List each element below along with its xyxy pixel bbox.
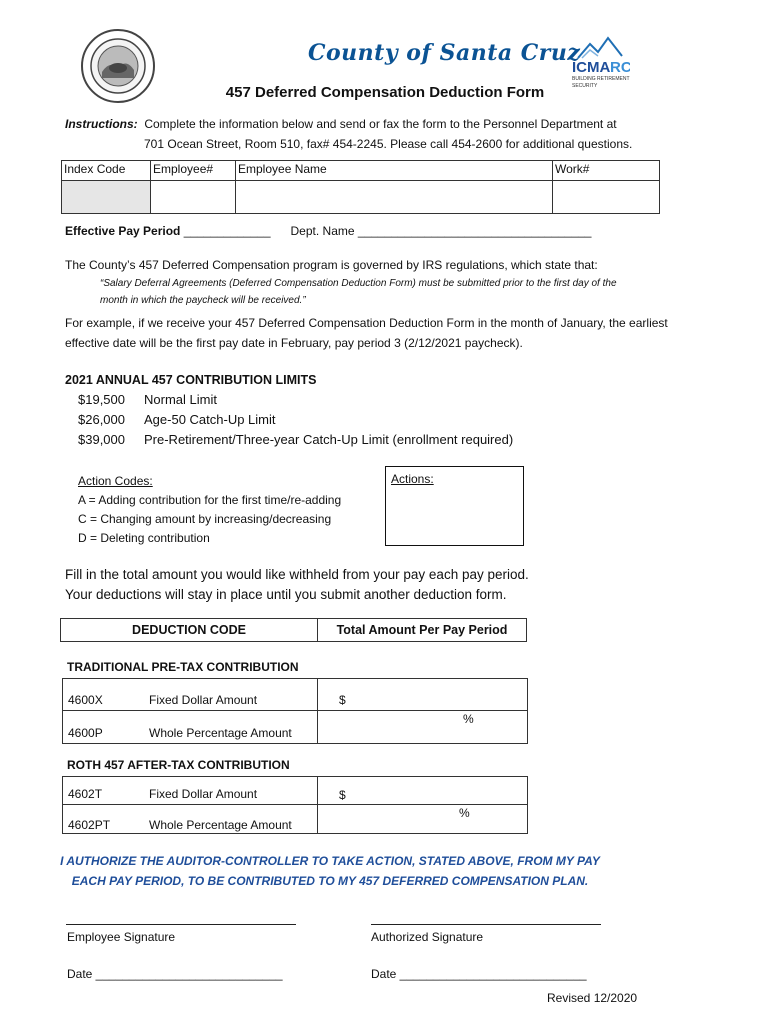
traditional-title: TRADITIONAL PRE-TAX CONTRIBUTION xyxy=(67,660,299,674)
fill-line2: Your deductions will stay in place until you submit another deduction form. xyxy=(65,587,507,602)
employee-info-table xyxy=(61,160,660,214)
dept-name-label: Dept. Name xyxy=(290,224,355,238)
actions-label: Actions: xyxy=(391,472,434,486)
deduction-label: Fixed Dollar Amount xyxy=(149,787,258,801)
deduction-code: 4602T xyxy=(68,787,103,801)
table-row xyxy=(63,711,527,743)
work-number-field[interactable] xyxy=(553,181,660,214)
table-row xyxy=(63,805,527,833)
authorized-signature-line[interactable] xyxy=(371,924,601,925)
traditional-grid xyxy=(62,678,528,744)
form-title: 457 Deferred Compensation Deduction Form xyxy=(225,84,545,101)
percent-field[interactable]: % xyxy=(459,806,470,820)
roth-grid xyxy=(62,776,528,834)
dept-name-field[interactable]: ___________________________________ xyxy=(357,224,592,238)
authorization-statement xyxy=(0,851,660,891)
limits-title: 2021 ANNUAL 457 CONTRIBUTION LIMITS xyxy=(65,373,317,387)
employee-signature-line[interactable] xyxy=(66,924,296,925)
deduction-label: Whole Percentage Amount xyxy=(149,818,292,832)
fill-line1: Fill in the total amount you would like withheld from your pay each pay period. xyxy=(65,567,529,582)
employee-name-field[interactable] xyxy=(236,181,553,214)
limit-amount: $19,500 xyxy=(78,392,125,407)
action-code-item: D = Deleting contribution xyxy=(78,531,210,545)
column-divider xyxy=(317,679,318,743)
fill-instructions xyxy=(65,565,529,605)
effective-pay-period-label: Effective Pay Period xyxy=(65,224,181,238)
instructions-line1: Complete the information below and send or fax the form to the Personnel Department at xyxy=(144,117,617,131)
employee-number-header: Employee# xyxy=(151,161,236,181)
deduction-code: 4600X xyxy=(68,693,103,707)
limit-item xyxy=(78,392,217,407)
action-codes xyxy=(78,472,341,548)
employee-signature-label: Employee Signature xyxy=(67,930,176,944)
svg-text:BUILDING RETIREMENT: BUILDING RETIREMENT xyxy=(572,76,630,82)
employee-date-field[interactable]: Date ____________________________ xyxy=(67,967,283,981)
authorized-signature-label: Authorized Signature xyxy=(371,930,484,944)
action-code-item: C = Changing amount by increasing/decreasing xyxy=(78,512,332,526)
index-code-field[interactable] xyxy=(62,181,151,214)
svg-text:RC: RC xyxy=(610,59,630,76)
deduction-label: Fixed Dollar Amount xyxy=(149,693,258,707)
employee-number-field[interactable] xyxy=(151,181,236,214)
deduction-header-table xyxy=(60,618,527,642)
total-amount-header: Total Amount Per Pay Period xyxy=(318,619,527,642)
column-divider xyxy=(317,777,318,833)
deduction-code-header: DEDUCTION CODE xyxy=(61,619,318,642)
authorization-line1: I AUTHORIZE THE AUDITOR-CONTROLLER TO TAKE ACTION, STATED ABOVE, FROM MY PAY xyxy=(60,854,600,868)
deduction-label: Whole Percentage Amount xyxy=(149,726,292,740)
deduction-code: 4602PT xyxy=(68,818,111,832)
table-row xyxy=(63,777,527,805)
limit-label: Pre-Retirement/Three-year Catch-Up Limit (enrollment required) xyxy=(144,432,514,447)
limit-amount: $39,000 xyxy=(78,432,125,447)
limit-item xyxy=(78,412,276,427)
amount-field[interactable]: $ xyxy=(339,693,346,707)
roth-title: ROTH 457 AFTER-TAX CONTRIBUTION xyxy=(67,758,290,772)
program-quote-line1: “Salary Deferral Agreements (Deferred Compensation Deduction Form) must be submitted prior to the first day of the xyxy=(100,278,617,289)
effective-pay-period-field[interactable]: _____________ xyxy=(183,224,271,238)
employee-name-header: Employee Name xyxy=(236,161,553,181)
actions-field[interactable] xyxy=(385,466,524,546)
amount-field[interactable]: $ xyxy=(339,788,346,802)
authorization-line2: EACH PAY PERIOD, TO BE CONTRIBUTED TO MY 457 DEFERRED COMPENSATION PLAN. xyxy=(71,874,589,888)
instructions-label: Instructions: xyxy=(65,117,138,131)
action-codes-title: Action Codes: xyxy=(78,474,153,488)
program-example-line1: For example, if we receive your 457 Deferred Compensation Deduction Form in the month of January, the earliest xyxy=(65,316,668,330)
instructions xyxy=(65,114,632,154)
svg-text:ICMA: ICMA xyxy=(572,59,611,76)
authorized-date-field[interactable]: Date ____________________________ xyxy=(371,967,587,981)
limit-label: Normal Limit xyxy=(144,392,217,407)
icma-rc-logo xyxy=(570,32,630,92)
effective-pay-period-row xyxy=(65,224,591,238)
action-code-item: A = Adding contribution for the first time/re-adding xyxy=(78,493,342,507)
instructions-line2: 701 Ocean Street, Room 510, fax# 454-2245. Please call 454-2600 for additional questions. xyxy=(144,137,633,151)
table-row xyxy=(63,679,527,711)
svg-text:SECURITY: SECURITY xyxy=(572,83,598,89)
county-logo-text: County of Santa Cruz xyxy=(308,40,581,66)
work-number-header: Work# xyxy=(553,161,660,181)
program-example-line2: effective date will be the first pay date in February, pay period 3 (2/12/2021 paycheck). xyxy=(65,336,523,350)
revision-note: Revised 12/2020 xyxy=(547,991,638,1005)
program-quote-line2: month in which the paycheck will be received.” xyxy=(100,295,306,306)
percent-field[interactable]: % xyxy=(463,712,474,726)
limit-amount: $26,000 xyxy=(78,412,125,427)
program-intro: The County’s 457 Deferred Compensation program is governed by IRS regulations, which state that: xyxy=(65,258,598,272)
deduction-code: 4600P xyxy=(68,726,103,740)
index-code-header: Index Code xyxy=(62,161,151,181)
limit-label: Age-50 Catch-Up Limit xyxy=(144,412,276,427)
limit-item xyxy=(78,432,513,447)
